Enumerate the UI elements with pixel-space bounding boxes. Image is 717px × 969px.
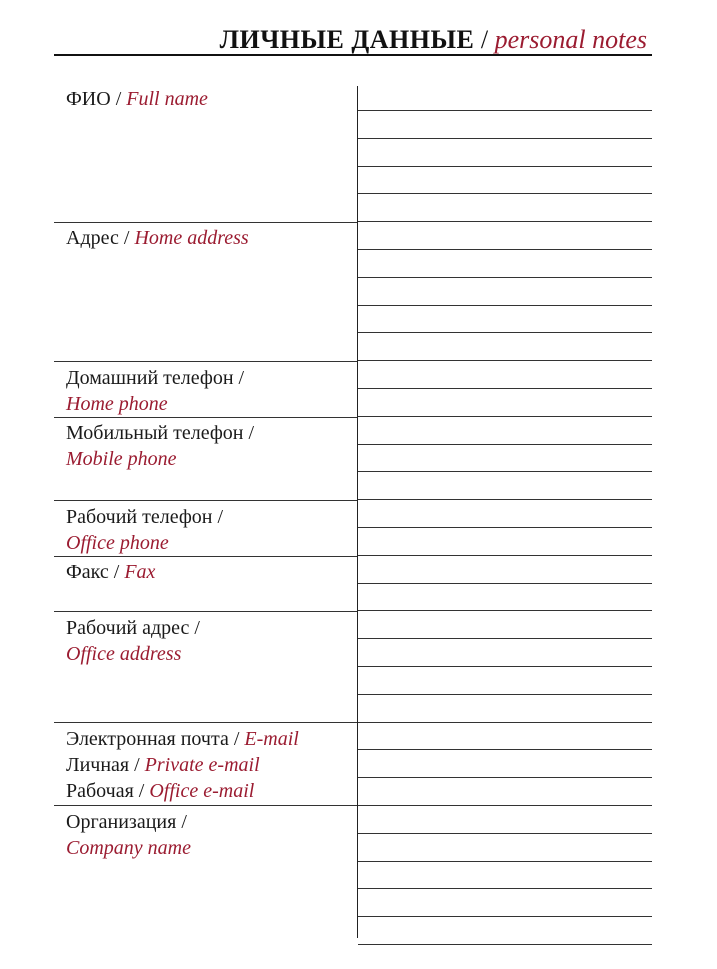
company-label-en: Company name <box>66 837 191 859</box>
home-phone-label <box>66 365 244 417</box>
answer-line <box>358 416 652 417</box>
full-name-label-en: Full name <box>126 88 208 110</box>
mobile-phone-label-ru: Мобильный телефон / <box>66 422 255 444</box>
section-divider <box>54 500 357 501</box>
email-label-ru: Электронная почта / <box>66 728 245 750</box>
home-phone-label-en: Home phone <box>66 393 168 415</box>
fax-label-en: Fax <box>124 561 156 583</box>
home-address-label-en: Home address <box>134 227 249 249</box>
answer-line <box>358 888 652 889</box>
answer-line <box>358 944 652 945</box>
page-header <box>220 24 647 56</box>
answer-line <box>358 610 652 611</box>
private-email-label-en: Private e-mail <box>144 754 260 776</box>
section-divider <box>54 611 357 612</box>
answer-line <box>358 249 652 250</box>
mobile-phone-label-en: Mobile phone <box>66 448 177 470</box>
answer-line <box>358 110 652 111</box>
office-address-label-en: Office address <box>66 643 182 665</box>
section-divider <box>54 805 357 806</box>
company-label-ru: Организация / <box>66 811 187 833</box>
section-divider <box>54 361 357 362</box>
answer-line <box>358 527 652 528</box>
answer-line <box>358 805 652 806</box>
office-email-label-ru: Рабочая / <box>66 780 150 802</box>
answer-line <box>358 166 652 167</box>
office-phone-label-ru: Рабочий телефон / <box>66 506 224 528</box>
answer-line <box>358 555 652 556</box>
home-phone-label-ru: Домашний телефон / <box>66 367 245 389</box>
answer-line <box>358 193 652 194</box>
email-label <box>66 726 299 804</box>
office-phone-label <box>66 504 223 556</box>
answer-line <box>358 694 652 695</box>
page-title-en: personal notes <box>494 25 647 54</box>
answer-line <box>358 777 652 778</box>
title-separator: / <box>480 25 489 54</box>
answer-line <box>358 471 652 472</box>
answer-line <box>358 749 652 750</box>
header-rule <box>54 54 652 56</box>
office-address-label-ru: Рабочий адрес / <box>66 617 200 639</box>
mobile-phone-label <box>66 420 254 472</box>
answer-line <box>358 138 652 139</box>
answer-line <box>358 861 652 862</box>
answer-line <box>358 499 652 500</box>
answer-line <box>358 388 652 389</box>
office-address-label <box>66 615 200 667</box>
private-email-label-line <box>66 752 299 778</box>
answer-line <box>358 305 652 306</box>
section-divider <box>54 417 357 418</box>
office-email-label-line <box>66 778 299 804</box>
company-label <box>66 809 191 861</box>
page-title-ru: ЛИЧНЫЕ ДАННЫЕ <box>219 25 475 54</box>
answer-line <box>358 722 652 723</box>
section-divider <box>54 556 357 557</box>
answer-line <box>358 277 652 278</box>
fax-label-ru: Факс / <box>66 561 125 583</box>
section-divider <box>54 722 357 723</box>
answer-line <box>358 638 652 639</box>
private-email-label-ru: Личная / <box>66 754 145 776</box>
office-phone-label-en: Office phone <box>66 532 169 554</box>
answer-line <box>358 360 652 361</box>
answer-line <box>358 916 652 917</box>
answer-line <box>358 221 652 222</box>
fax-label <box>66 559 155 585</box>
full-name-label-ru: ФИО / <box>66 88 127 110</box>
home-address-label-ru: Адрес / <box>66 227 135 249</box>
full-name-label <box>66 86 208 112</box>
section-divider <box>54 222 357 223</box>
email-label-en: E-mail <box>244 728 299 750</box>
answer-line <box>358 583 652 584</box>
answer-line <box>358 666 652 667</box>
answer-line <box>358 332 652 333</box>
home-address-label <box>66 225 249 251</box>
office-email-label-en: Office e-mail <box>149 780 255 802</box>
answer-line <box>358 833 652 834</box>
answer-line <box>358 444 652 445</box>
email-label-line <box>66 726 299 752</box>
column-divider <box>357 86 358 938</box>
